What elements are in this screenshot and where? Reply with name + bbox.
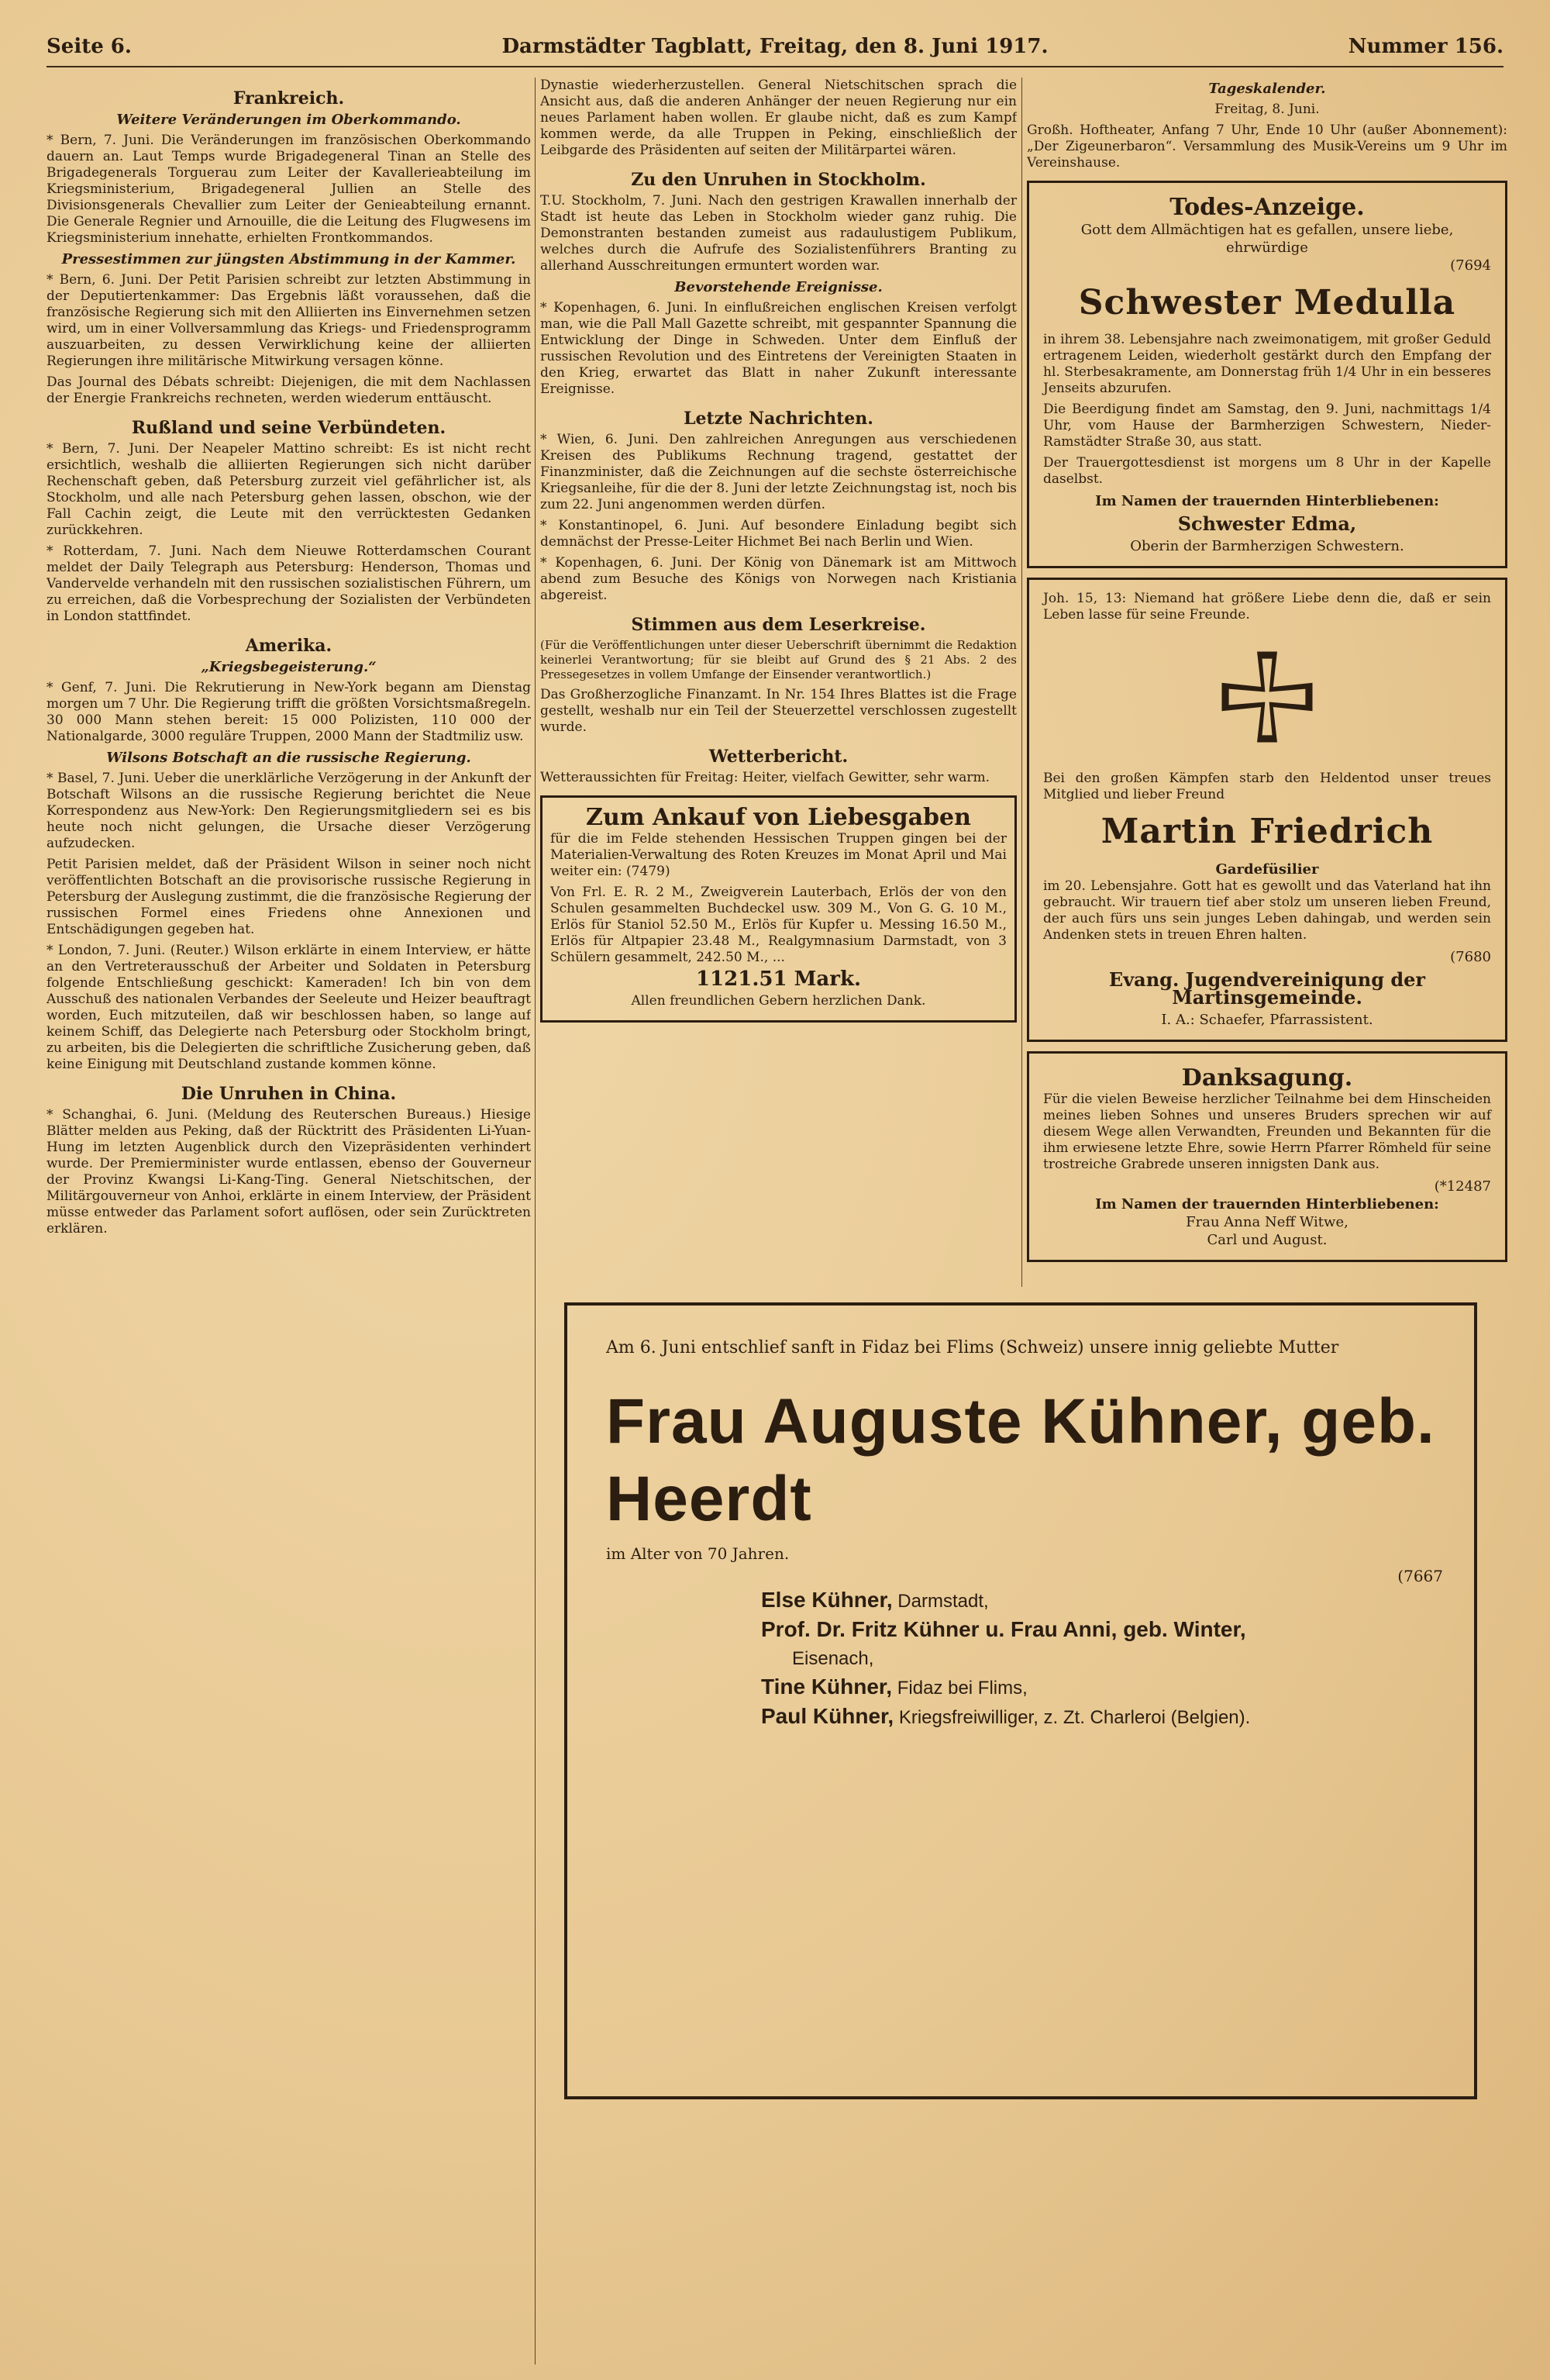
death-notice-medulla bbox=[1027, 181, 1507, 568]
notice-text: Für die vielen Beweise herzlicher Teilnahme bei dem Hinscheiden meines lieben Sohnes und unseres Bruders sprechen wir auf diesem Wege allen Verwandten, Freunden und Bekannten für die ihm erwiesene letzte Ehre, sowie Herrn Pfarrer Römheld für seine trostreiche Grabrede unseren innigsten Dank aus. bbox=[1043, 1092, 1491, 1172]
iron-cross-icon bbox=[1217, 647, 1318, 747]
column-left bbox=[46, 78, 531, 2364]
survivor-entry bbox=[761, 1674, 1443, 1702]
editorial-note: (Für die Veröffentlichungen unter dieser Ueberschrift übernimmt die Redaktion keinerlei Verantwortung; für sie bleibt auf Grund des § 21 Abs. 2 des Pressegesetzes in vollem Umfange der Einsender verantwortlich.) bbox=[540, 638, 1017, 681]
notice-signer: Frau Anna Neff Witwe, bbox=[1186, 1214, 1348, 1230]
notice-signer: Schwester Edma, bbox=[1177, 512, 1357, 535]
article-text: * London, 7. Juni. (Reuter.) Wilson erklärte in einem Interview, er hätte an den Vertreterausschuß der Arbeiter und Soldaten in Petersburg folgende Entschließung geschickt: Kameraden! Ich bin von dem Ausschuß des nationalen Verbandes der Seeleute und Heizer beauftragt worden, Euch mitzuteilen, daß wir beschlossen haben, so lange auf keinem Schiff, das Delegierte nach Petersburg oder Stockholm bringt, zu arbeiten, bis die Delegierten die schriftliche Zusicherung geben, daß keine Einigung mit Deutschland zustande kommen könne. bbox=[46, 943, 531, 1072]
notice-signer-title: Oberin der Barmherzigen Schwestern. bbox=[1130, 538, 1404, 554]
article-text: * Bern, 7. Juni. Der Neapeler Mattino schreibt: Es ist nicht recht ersichtlich, weshalb die alliierten Regierungen sich nicht darüber Rechenschaft geben, daß Petersburg zurzeit viel gefährlicher ist, als Stockholm, und alle nach Petersburg gehen lassen, obschon, wie der Fall Cachin zeigt, die Leute mit den verrücktesten Gedanken zurückkehren. bbox=[46, 441, 531, 538]
article-text: Dynastie wiederherzustellen. General Nietschitschen sprach die Ansicht aus, daß die anderen Anhänger der neuen Regierung nur ein neues Parlament haben wollen. Er glaube nicht, daß es zum Kampf kommen werde, da alle Truppen in Peking, einschließlich der Leibgarde des Präsidenten auf seiten der Militärpartei wären. bbox=[540, 78, 1017, 158]
donations-intro: für die im Felde stehenden Hessischen Truppen gingen bei der Materialien-Verwaltung des Roten Kreuzes im Monat April und Mai weiter ein: (7479) bbox=[550, 831, 1007, 879]
survivor-name: Prof. Dr. Fritz Kühner u. Frau Anni, geb. Winter, bbox=[761, 1617, 1246, 1641]
survivor-entry bbox=[761, 1616, 1443, 1644]
notice-signature: I. A.: Schaefer, Pfarrassistent. bbox=[1161, 1012, 1373, 1028]
article-text: * Wien, 6. Juni. Den zahlreichen Anregungen aus verschiedenen Kreisen des Publikums Rechnung tragend, gestattet der Finanzminister, daß die Zeichnungen auf die sechste österreichische Kriegsanleihe, für die der 8. Juni der letzte Zeichnungstag ist, noch bis zum 22. Juni angenommen werden dürfen. bbox=[540, 432, 1017, 512]
section-heading: Stimmen aus dem Leserkreise. bbox=[631, 615, 926, 635]
section-subheading: Wilsons Botschaft an die russische Regierung. bbox=[106, 750, 471, 766]
section-subheading: „Kriegsbegeisterung.“ bbox=[201, 659, 377, 675]
deceased-name: Frau Auguste Kühner, geb. Heerdt bbox=[606, 1386, 1435, 1534]
section-heading: Wetterbericht. bbox=[708, 747, 849, 767]
article-text: * Kopenhagen, 6. Juni. In einflußreichen englischen Kreisen verfolgt man, wie die Pall Mall Gazette schreibt, mit gespannter Spannung die Entwicklung der Dinge in Schweden. Unter dem Einfluß der russischen Revolution und des Eintretens der Vereinigten Staaten in den Krieg, erwartet das Blatt in naher Zukunft interessante Ereignisse. bbox=[540, 300, 1017, 397]
survivor-name: Else Kühner, bbox=[761, 1588, 893, 1612]
section-heading: Frankreich. bbox=[232, 88, 345, 109]
article-text: T.U. Stockholm, 7. Juni. Nach den gestrigen Krawallen innerhalb der Stadt ist heute das Leben in Stockholm wieder ganz ruhig. Die Demonstranten bestanden zumeist aus radaulustigem Publikum, welches durch die Aufrufe des Sozialistenführers Branting zu allerhand Ausschreitungen ermuntert worden war. bbox=[540, 193, 1017, 274]
masthead bbox=[46, 35, 1504, 67]
death-notice-friedrich bbox=[1027, 578, 1507, 1042]
deceased-name: Schwester Medulla bbox=[1078, 283, 1456, 323]
survivor-name: Tine Kühner, bbox=[761, 1675, 893, 1699]
bible-verse: Joh. 15, 13: Niemand hat größere Liebe denn die, daß er sein Leben lasse für seine Freunde. bbox=[1043, 591, 1491, 623]
section-subheading: Pressestimmen zur jüngsten Abstimmung in der Kammer. bbox=[61, 251, 516, 267]
notice-signature: Im Namen der trauernden Hinterbliebenen: bbox=[1095, 493, 1439, 509]
donations-sum: 1121.51 Mark. bbox=[695, 968, 862, 991]
notice-title: Danksagung. bbox=[1181, 1064, 1353, 1092]
deceased-name: Martin Friedrich bbox=[1100, 812, 1434, 851]
article-text: * Kopenhagen, 6. Juni. Der König von Dänemark ist am Mittwoch abend zum Besuche des Königs von Norwegen nach Kristiania abgereist. bbox=[540, 555, 1017, 603]
article-text: * Bern, 6. Juni. Der Petit Parisien schreibt zur letzten Abstimmung in der Deputiertenkammer: Das Ergebnis läßt voraussehen, daß die französische Regierung sich mit den Alliierten ins Einvernehmen setzen wird, um in einer Vollversammlung das Kriegs- und Friedensprogramm auszuarbeiten, zu dessen Verwirklichung keine der alliierten Regierungen ihre militärische Mitwirkung versagen könne. bbox=[46, 272, 531, 369]
notice-intro: Bei den großen Kämpfen starb den Heldentod unser treues Mitglied und lieber Freund bbox=[1043, 771, 1491, 802]
calendar-date: Freitag, 8. Juni. bbox=[1214, 102, 1320, 117]
survivor-place: Eisenach, bbox=[792, 1648, 874, 1669]
section-subheading: Weitere Veränderungen im Oberkommando. bbox=[116, 112, 461, 128]
survivor-entry bbox=[761, 1587, 1443, 1615]
section-heading: Die Unruhen in China. bbox=[181, 1084, 397, 1104]
notice-code: (7680 bbox=[1450, 949, 1491, 965]
article-text: Das Journal des Débats schreibt: Diejenigen, die mit dem Nachlassen der Energie Frankreichs rechneten, werden wiederum enttäuscht. bbox=[46, 374, 531, 406]
article-text: * Konstantinopel, 6. Juni. Auf besondere Einladung begibt sich demnächst der Presse-Leiter Hichmet Bei nach Berlin und Wien. bbox=[540, 518, 1017, 550]
notice-signer: Carl und August. bbox=[1207, 1232, 1328, 1248]
section-subheading: Bevorstehende Ereignisse. bbox=[674, 279, 883, 295]
survivor-place: Kriegsfreiwilliger, z. Zt. Charleroi (Belgien). bbox=[898, 1707, 1251, 1728]
article-text: * Basel, 7. Juni. Ueber die unerklärliche Verzögerung in der Ankunft der Botschaft Wilsons an die russische Regierung berichtet die Neue Korrespondenz aus New-York: Den Regierungsmitgliedern sei es bis heute noch nicht gelungen, die Ursache dieser Verzögerung aufzudecken. bbox=[46, 771, 531, 851]
notice-title: Todes-Anzeige. bbox=[1169, 194, 1365, 221]
donations-box bbox=[540, 795, 1017, 1023]
notice-intro: Am 6. Juni entschlief sanft in Fidaz bei Flims (Schweiz) unsere innig geliebte Mutter bbox=[606, 1338, 1339, 1357]
notice-org: Evang. Jugendvereinigung der Martinsgemeinde. bbox=[1108, 968, 1426, 1009]
article-text: * Rotterdam, 7. Juni. Nach dem Nieuwe Rotterdamschen Courant meldet der Daily Telegraph aus Petersburg: Henderson, Thomas und Vandervelde verhandeln mit den russischen sozialistischen Führern, um zu erreichen, daß die Vorbesprechung der Sozialisten der Verbündeten in London stattfindet. bbox=[46, 543, 531, 624]
donations-title: Zum Ankauf von Liebesgaben bbox=[586, 804, 971, 831]
notice-text: in ihrem 38. Lebensjahre nach zweimonatigem, mit großer Geduld ertragenem Leiden, wiederholt gestärkt durch den Empfang der hl. Sterbesakramente, am Donnerstag früh 1/4 Uhr in ein besseres Jenseits abzurufen. bbox=[1043, 332, 1491, 396]
survivor-entry bbox=[761, 1703, 1443, 1731]
section-heading: Zu den Unruhen in Stockholm. bbox=[631, 170, 926, 190]
column-middle bbox=[540, 78, 1017, 1364]
column-rule bbox=[535, 78, 536, 2364]
section-heading: Letzte Nachrichten. bbox=[684, 409, 873, 429]
donations-thanks: Allen freundlichen Gebern herzlichen Dank. bbox=[631, 993, 926, 1009]
survivor-place: Darmstadt, bbox=[897, 1591, 989, 1612]
deceased-rank: Gardefüsilier bbox=[1215, 861, 1319, 878]
article-text: * Genf, 7. Juni. Die Rekrutierung in New-York begann am Dienstag morgen um 7 Uhr. Die Regierung trifft die größten Vorsichtsmaßregeln. 30 000 Mann stehen bereit: 15 000 Polizisten, 110 000 der Nationalgarde, 3000 reguläre Truppen, 2000 Mann der Stadtmiliz usw. bbox=[46, 680, 531, 744]
page-number: Seite 6. bbox=[46, 35, 132, 58]
notice-funeral: Die Beerdigung findet am Samstag, den 9. Juni, nachmittags 1/4 Uhr, vom Hause der Barmherzigen Schwestern, Nieder-Ramstädter Straße 30, aus statt. bbox=[1043, 402, 1491, 450]
article-text: Das Großherzogliche Finanzamt. In Nr. 154 Ihres Blattes ist die Frage gestellt, weshalb nur ein Teil der Steuerzettel verschlossen zugestellt wurde. bbox=[540, 687, 1017, 735]
deceased-age: im Alter von 70 Jahren. bbox=[606, 1544, 790, 1563]
notice-code: (*12487 bbox=[1434, 1178, 1491, 1195]
article-text: * Bern, 7. Juni. Die Veränderungen im französischen Oberkommando dauern an. Laut Temps wurde Brigadegeneral Tinan an Stelle des Brigadegenerals Torguerau zum Leiter der Kavallerieabteilung im Kriegsministerium, Brigadegeneral Jullien an Stelle des Divisionsgenerals Chevallier zum Leiter der Genieabteilung ernannt. Die Generale Regnier und Arnouille, die die Leitung des Flugwesens im Kriegsministerium innehatte, erhielten Frontkommandos. bbox=[46, 133, 531, 246]
issue-number: Nummer 156. bbox=[1348, 35, 1504, 58]
donations-list: Von Frl. E. R. 2 M., Zweigverein Lauterbach, Erlös der von den Schulen gesammelten Buchdeckel usw. 309 M., Von G. G. 10 M., Erlös für Staniol 52.50 M., Erlös für Kupfer u. Messing 16.50 M., Erlös für Altpapier 23.48 M., Realgymnasium Darmstadt, von 3 Schülern gesammelt, 242.50 M., ... bbox=[550, 885, 1007, 965]
weather-text: Wetteraussichten für Freitag: Heiter, vielfach Gewitter, sehr warm. bbox=[540, 770, 990, 785]
calendar-title: Tageskalender. bbox=[1208, 81, 1326, 97]
notice-intro: Gott dem Allmächtigen hat es gefallen, unsere liebe, ehrwürdige bbox=[1080, 222, 1454, 256]
newspaper-title: Darmstädter Tagblatt, Freitag, den 8. Juni 1917. bbox=[501, 35, 1049, 58]
survivor-name: Paul Kühner, bbox=[761, 1704, 894, 1728]
article-text: Petit Parisien meldet, daß der Präsident Wilson in seiner noch nicht veröffentlichten Botschaft an die provisorische russische Regierung in Petersburg der Auslegung zustimmt, die die französische Regierung der russischen Formel eines Friedens ohne Annexionen und Entschädigungen gegeben hat. bbox=[46, 857, 531, 937]
column-rule bbox=[1021, 78, 1022, 1287]
section-heading: Amerika. bbox=[245, 636, 332, 656]
notice-signature: Im Namen der trauernden Hinterbliebenen: bbox=[1095, 1196, 1439, 1212]
notice-code: (7694 bbox=[1450, 257, 1491, 274]
notice-mass: Der Trauergottesdienst ist morgens um 8 Uhr in der Kapelle daselbst. bbox=[1043, 455, 1491, 487]
notice-text: im 20. Lebensjahre. Gott hat es gewollt und das Vaterland hat ihn gebraucht. Wir trauern tief aber stolz um unseren lieben Freund, der auch fürs uns sein junges Leben dahingab, und werden sein Andenken stets in treuen Ehren halten. bbox=[1043, 878, 1491, 943]
column-right bbox=[1027, 78, 1507, 1364]
calendar-text: Großh. Hoftheater, Anfang 7 Uhr, Ende 10 Uhr (außer Abonnement): „Der Zigeunerbaron“. Versammlung des Musik-Vereins um 9 Uhr im Vereinshause. bbox=[1027, 122, 1507, 171]
article-text: * Schanghai, 6. Juni. (Meldung des Reuterschen Bureaus.) Hiesige Blätter melden aus Peking, daß der Rücktritt des Präsidenten Li-Yuan-Hung im letzten Augenblick durch den Vizepräsidenten verhindert wurde. Der Premierminister wurde entlassen, ebenso der Gouverneur der Provinz Kwangsi Li-Kang-Ting. General Nietschitschen, der Militärgouverneur von Anhoi, erklärte in einem Interview, der Präsident müsse entweder das Parlament sofort auflösen, oder sein Zurücktreten erklären. bbox=[46, 1107, 531, 1237]
notice-code: (7667 bbox=[1397, 1567, 1443, 1585]
section-heading: Rußland und seine Verbündeten. bbox=[131, 418, 446, 438]
thanks-notice bbox=[1027, 1051, 1507, 1262]
death-notice-kuehner bbox=[564, 1302, 1477, 2099]
survivor-place: Fidaz bei Flims, bbox=[897, 1678, 1028, 1699]
